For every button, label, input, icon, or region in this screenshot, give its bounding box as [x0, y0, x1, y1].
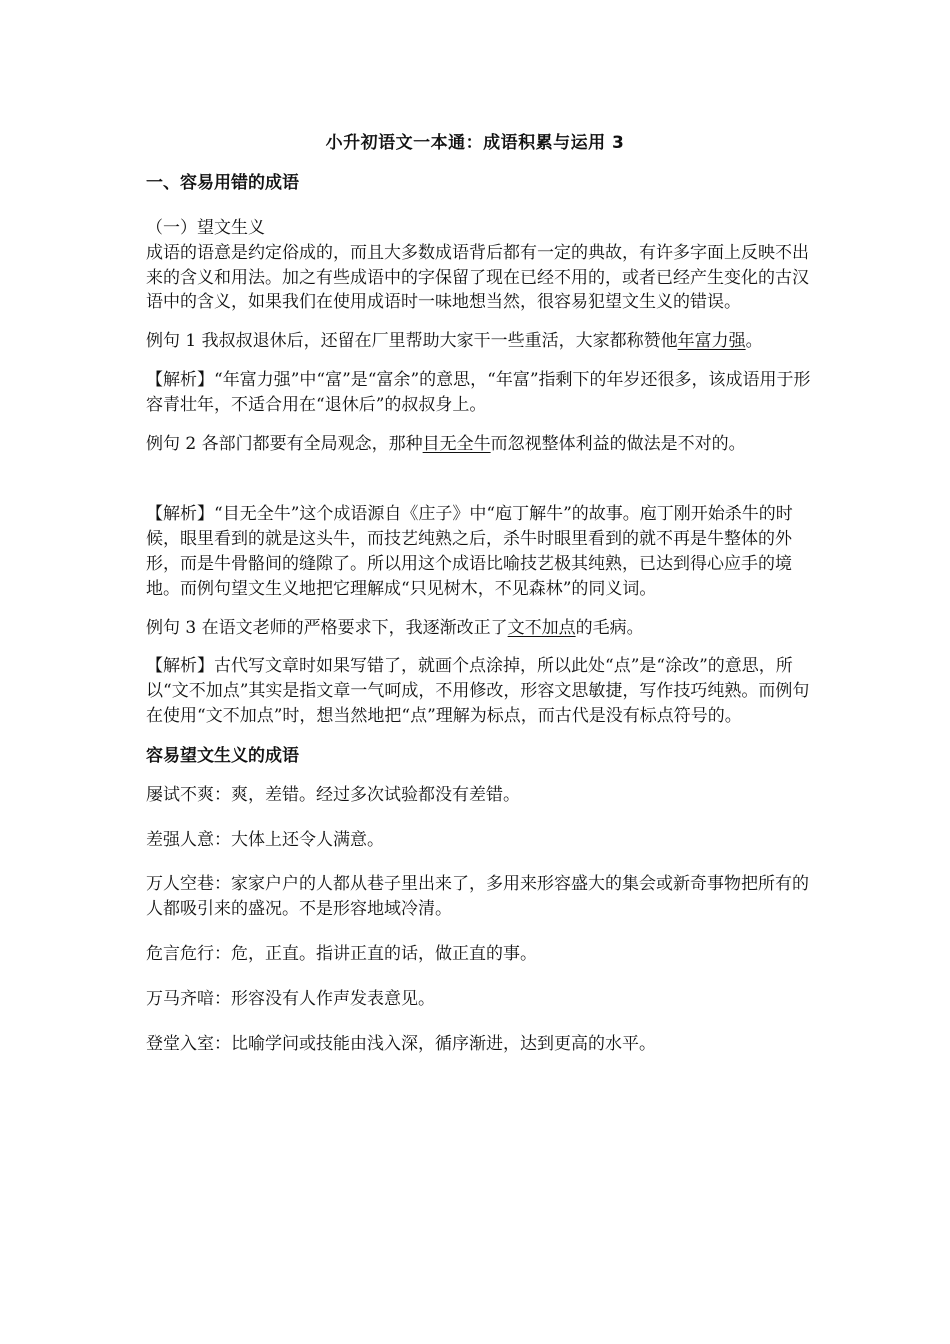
idiom-item: 万马齐喑：形容没有人作声发表意见。	[146, 988, 435, 1009]
example-1-text-after: 。	[745, 331, 763, 352]
subsection-heading: （一）望文生义	[146, 218, 265, 238]
idiom-item: 差强人意：大体上还令人满意。	[146, 829, 384, 850]
idiom-list-heading: 容易望文生义的成语	[146, 745, 299, 766]
analysis-2-text: “目无全牛”这个成语源自《庄子》中“庖丁解牛”的故事。庖丁刚开始杀牛的时候，眼里看到的就是这头牛，而技艺纯熟之后，杀牛时眼里看到的就不再是牛整体的外形，而是牛骨骼间的缝隙了。所以用这个成语比喻技艺极其纯熟，已达到得心应手的境地。而例句望文生义地把它理解成“只见树木，不见森林”的同义词。	[146, 504, 793, 599]
example-3-text-before: 例句 3 在语文老师的严格要求下，我逐渐改正了	[146, 617, 508, 638]
idiom-item: 万人空巷：家家户户的人都从巷子里出来了，多用来形容盛大的集会或新奇事物把所有的人都吸引来的盛况。不是形容地域冷清。	[146, 874, 809, 920]
idiom-item: 登堂入室：比喻学问或技能由浅入深，循序渐进，达到更高的水平。	[146, 1033, 656, 1054]
analysis-1	[146, 368, 816, 418]
idiom-item: 屡试不爽：爽，差错。经过多次试验都没有差错。	[146, 784, 520, 805]
intro-paragraph: 成语的语意是约定俗成的，而且大多数成语背后都有一定的典故，有许多字面上反映不出来的含义和用法。加之有些成语中的字保留了现在已经不用的，或者已经产生变化的古汉语中的含义，如果我们在使用成语时一味地想当然，很容易犯望文生义的错误。	[146, 242, 809, 313]
example-1-idiom: 年富力强	[677, 331, 746, 352]
example-1-text-before: 例句 1 我叔叔退休后，还留在厂里帮助大家干一些重活，大家都称赞他	[146, 331, 678, 352]
document-body	[146, 170, 816, 1056]
analysis-3	[146, 654, 816, 728]
analysis-2-label: 【解析】	[146, 504, 214, 525]
section-heading: 一、容易用错的成语	[146, 173, 299, 193]
analysis-3-text: 古代写文章时如果写错了，就画个点涂掉，所以此处“点”是“涂改”的意思，所以“文不加点”其实是指文章一气呵成，不用修改，形容文思敏捷，写作技巧纯熟。而例句在使用“文不加点”时，想当然地把“点”理解为标点，而古代是没有标点符号的。	[146, 656, 810, 726]
analysis-2	[146, 502, 816, 601]
example-sentence-1	[146, 329, 816, 354]
example-2-text-after: 而忽视整体利益的做法是不对的。	[490, 433, 746, 454]
analysis-1-text: “年富力强”中“富”是“富余”的意思，“年富”指剩下的年岁还很多，该成语用于形容青壮年，不适合用在“退休后”的叔叔身上。	[146, 369, 811, 415]
example-2-idiom: 目无全牛	[422, 433, 491, 454]
analysis-3-label: 【解析】	[146, 656, 214, 677]
example-3-idiom: 文不加点	[507, 617, 576, 638]
example-2-text-before: 例句 2 各部门都要有全局观念，那种	[146, 433, 423, 454]
idiom-item: 危言危行：危，正直。指讲正直的话，做正直的事。	[146, 943, 537, 964]
analysis-1-label: 【解析】	[146, 369, 214, 390]
document-title: 小升初语文一本通：成语积累与运用 3	[325, 133, 625, 153]
example-3-text-after: 的毛病。	[575, 617, 644, 638]
example-sentence-3	[146, 616, 816, 641]
example-sentence-2	[146, 432, 816, 457]
